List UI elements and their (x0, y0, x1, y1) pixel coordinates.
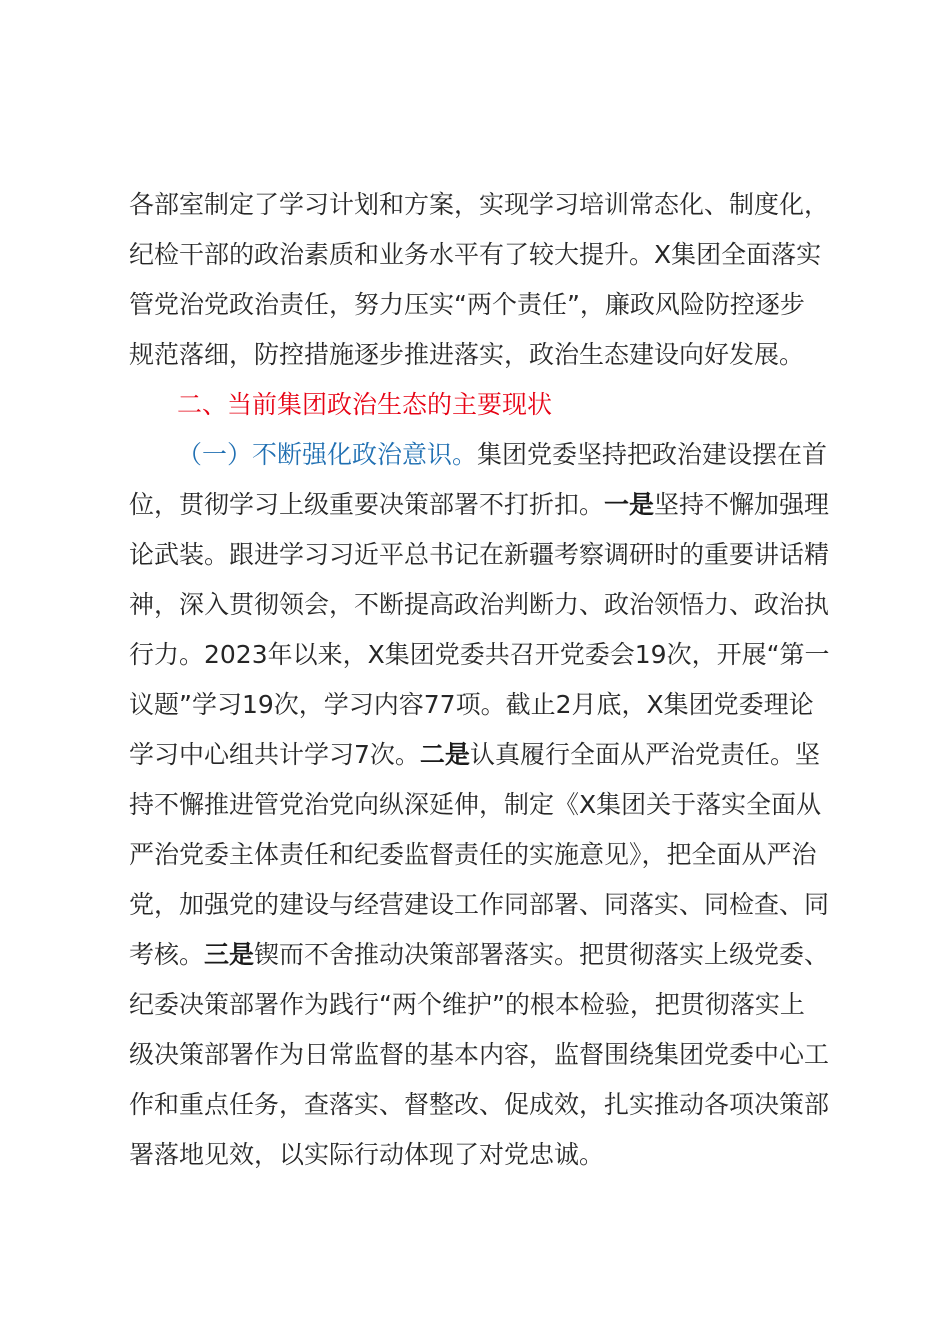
bold-marker: 一是 (604, 490, 655, 519)
paragraph-line: 持不懈推进管党治党向纵深延伸，制定《X集团关于落实全面从 (129, 790, 822, 819)
paragraph-line: 署落地见效，以实际行动体现了对党忠诚。 (129, 1140, 605, 1169)
paragraph-line: 论武装。跟进学习习近平总书记在新疆考察调研时的重要讲话精 (129, 540, 830, 569)
text-run: 认真履行全面从严治党责任。坚 (469, 740, 820, 769)
text-run: 坚持不懈加强理 (654, 490, 830, 519)
paragraph-line: 管党治党政治责任，努力压实“两个责任”，廉政风险防控逐步 (129, 290, 805, 319)
document-page (129, 180, 844, 1180)
text-run: 位，贯彻学习上级重要决策部署不打折扣。 (129, 490, 605, 519)
paragraph-line: 党，加强党的建设与经营建设工作同部署、同落实、同检查、同 (129, 890, 830, 919)
paragraph-line: 纪检干部的政治素质和业务水平有了较大提升。X集团全面落实 (129, 240, 822, 269)
subsection-line (129, 430, 844, 480)
paragraph-line: 规范落细，防控措施逐步推进落实，政治生态建设向好发展。 (129, 340, 805, 369)
paragraph-line: 议题”学习19次，学习内容77项。截止2月底，X集团党委理论 (129, 690, 814, 719)
paragraph-line: 各部室制定了学习计划和方案，实现学习培训常态化、制度化， (129, 190, 830, 219)
text-run: 学习中心组共计学习7次。 (129, 740, 420, 769)
text-run: 考核。 (129, 940, 205, 969)
paragraph-line: 作和重点任务，查落实、督整改、促成效，扎实推动各项决策部 (129, 1090, 830, 1119)
paragraph-line (129, 480, 844, 530)
subsection-text: 集团党委坚持把政治建设摆在首 (477, 440, 828, 469)
bold-marker: 三是 (204, 940, 255, 969)
paragraph-line: 严治党委主体责任和纪委监督责任的实施意见》，把全面从严治 (129, 840, 817, 869)
paragraph-line (129, 730, 844, 780)
paragraph-line: 行力。2023年以来，X集团党委共召开党委会19次，开展“第一 (129, 640, 830, 669)
subsection-label: （一）不断强化政治意识。 (177, 440, 478, 469)
bold-marker: 二是 (419, 740, 470, 769)
section-heading: 二、当前集团政治生态的主要现状 (177, 390, 553, 419)
paragraph-line (129, 930, 844, 980)
paragraph-line: 神，深入贯彻领会，不断提高政治判断力、政治领悟力、政治执 (129, 590, 830, 619)
paragraph-line: 纪委决策部署作为践行“两个维护”的根本检验，把贯彻落实上 (129, 990, 805, 1019)
paragraph-line: 级决策部署作为日常监督的基本内容，监督围绕集团党委中心工 (129, 1040, 830, 1069)
text-run: 锲而不舍推动决策部署落实。把贯彻落实上级党委、 (254, 940, 830, 969)
